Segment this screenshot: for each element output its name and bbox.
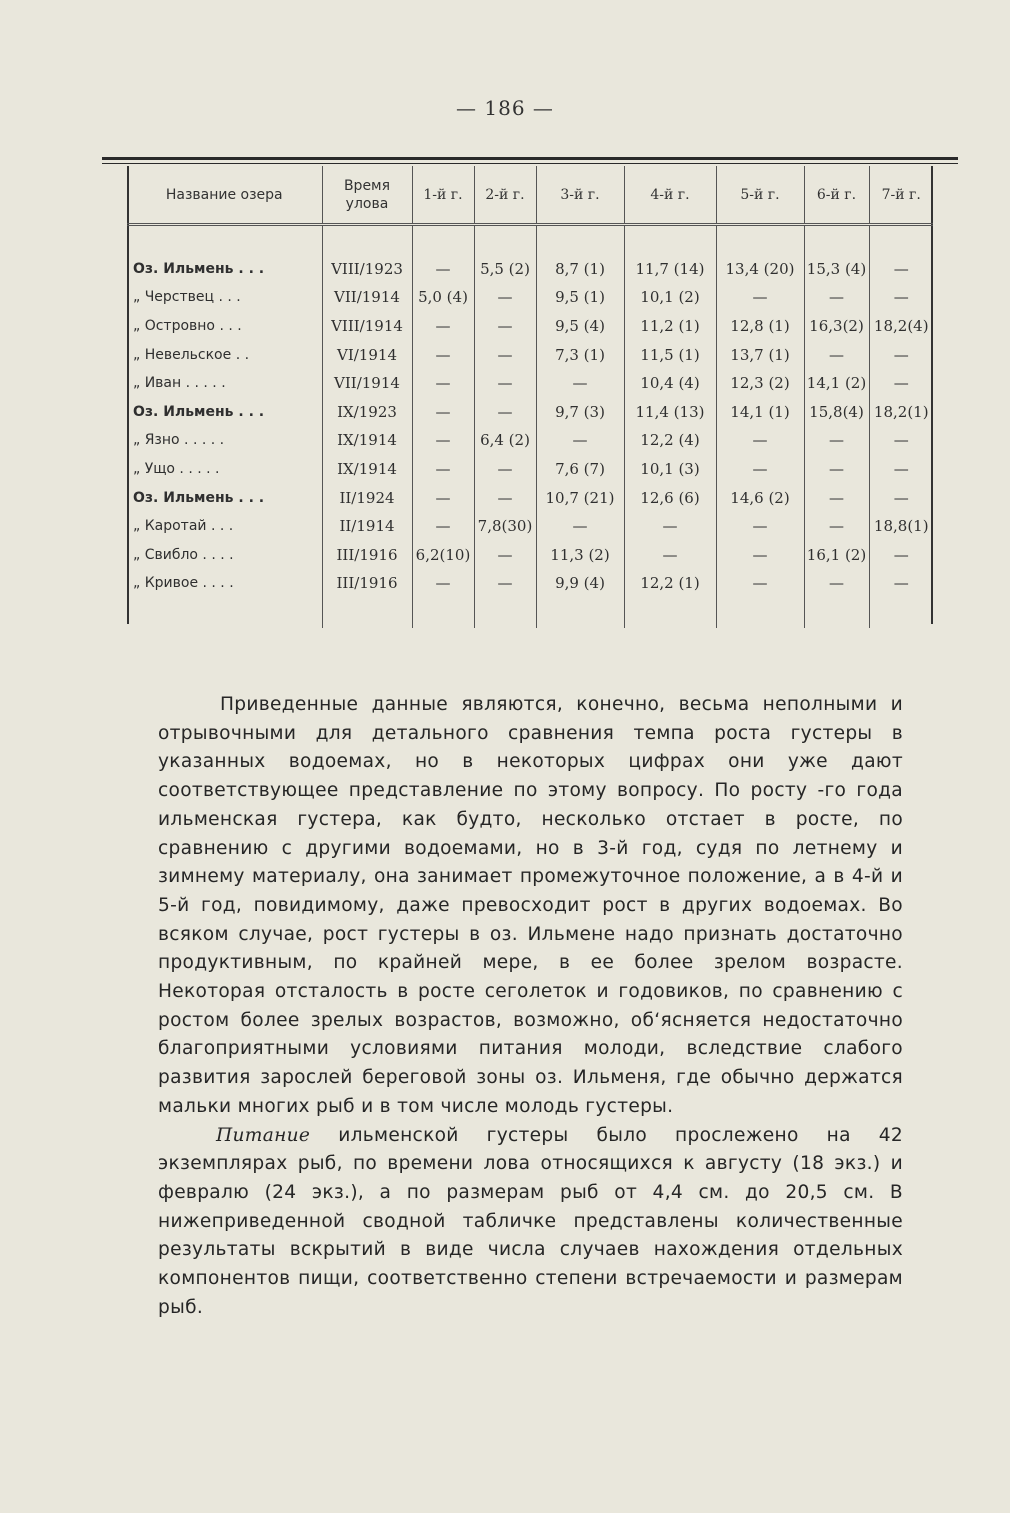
- cell-g2: —: [474, 455, 536, 484]
- table-row: [127, 255, 933, 284]
- top-rule-thin: [102, 163, 958, 164]
- paragraph-1: Приведенные данные являются, конечно, весьма неполными и отрывочными для детального сравнения темпа роста густеры в указанных водоемах, но в некоторых цифрах они уже дают соответствующее представление по этому вопросу. По росту -го года ильменская густера, как будто, несколько отстает в росте, по сравнению с другими водоемами, но в 3-й год, судя по летнему и зимнему материалу, она занимает промежуточное положение, а в 4-й и 5-й год, повидимому, даже превосходит рост в других водоемах. Во всяком случае, рост густеры в оз. Ильмене надо признать достаточно продуктивным, по крайней мере, в ее более зрелом возрасте. Некоторая отсталость в росте сеголеток и годовиков, по сравнению с ростом более зрелых возрастов, возможно, об‘ясняется недостаточно благоприятными условиями питания молоди, вследствие слабого развития зарослей береговой зоны оз. Ильменя, где обычно держатся мальки многих рыб и в том числе молодь густеры.: [158, 694, 903, 1117]
- cell-g7: —: [893, 259, 909, 278]
- cell-g6: 16,1 (2): [804, 541, 869, 570]
- header-year-1: 1-й г.: [412, 166, 474, 225]
- cell-g7: —: [893, 345, 909, 364]
- cell-g6: —: [804, 283, 869, 312]
- cell-g1: —: [412, 312, 474, 341]
- top-rule-thick: [102, 157, 958, 160]
- cell-g2: —: [474, 369, 536, 398]
- table-row: [127, 340, 933, 369]
- header-year-7: 7-й г.: [869, 166, 933, 225]
- cell-catch-time: IX/1914: [322, 426, 412, 455]
- cell-g2: —: [474, 312, 536, 341]
- cell-g7: 18,8(1): [873, 517, 929, 536]
- cell-g4: —: [624, 541, 716, 570]
- cell-lake-name: „ Свибло . . . .: [127, 541, 322, 570]
- cell-g3: 9,5 (4): [536, 312, 624, 341]
- cell-g4: 12,6 (6): [624, 483, 716, 512]
- table-row: [127, 483, 933, 512]
- cell-g5: 14,6 (2): [716, 483, 804, 512]
- cell-g4: 11,2 (1): [624, 312, 716, 341]
- cell-g4: 10,1 (3): [624, 455, 716, 484]
- cell-lake-name: „ Черствец . . .: [127, 283, 322, 312]
- cell-catch-time: VII/1914: [322, 369, 412, 398]
- cell-catch-time: VIII/1923: [322, 255, 412, 284]
- cell-g1: 5,0 (4): [412, 283, 474, 312]
- cell-g4: 11,4 (13): [624, 398, 716, 427]
- cell-g7: —: [893, 431, 909, 450]
- cell-g1: —: [412, 369, 474, 398]
- cell-g3: 9,5 (1): [536, 283, 624, 312]
- cell-g2: 6,4 (2): [474, 426, 536, 455]
- cell-g4: 12,2 (1): [624, 569, 716, 598]
- cell-lake-name: Оз. Ильмень . . .: [127, 398, 322, 427]
- cell-g6: 16,3(2): [804, 312, 869, 341]
- cell-g7: —: [893, 288, 909, 307]
- cell-g4: 11,5 (1): [624, 340, 716, 369]
- cell-catch-time: III/1916: [322, 541, 412, 570]
- header-catch-time: Время улова: [322, 166, 412, 225]
- cell-g2: —: [474, 569, 536, 598]
- cell-g2: 5,5 (2): [474, 255, 536, 284]
- cell-g4: 10,1 (2): [624, 283, 716, 312]
- cell-lake-name: „ Невельское . .: [127, 340, 322, 369]
- header-year-2: 2-й г.: [474, 166, 536, 225]
- cell-g6: —: [804, 569, 869, 598]
- cell-g7: —: [893, 488, 909, 507]
- cell-g7: 18,2(1): [873, 402, 929, 421]
- cell-g3: 7,3 (1): [536, 340, 624, 369]
- cell-g6: —: [804, 340, 869, 369]
- table-spacer-row: [127, 225, 933, 255]
- table-end-row: [127, 598, 933, 628]
- cell-g2: —: [474, 541, 536, 570]
- cell-g3: 9,7 (3): [536, 398, 624, 427]
- cell-g1: —: [412, 255, 474, 284]
- table-row: [127, 512, 933, 541]
- cell-g4: 12,2 (4): [624, 426, 716, 455]
- cell-g1: —: [412, 340, 474, 369]
- body-text: [158, 691, 903, 1322]
- table-row: [127, 312, 933, 341]
- cell-lake-name: „ Язно . . . . .: [127, 426, 322, 455]
- cell-g3: —: [536, 512, 624, 541]
- table-row: [127, 541, 933, 570]
- cell-lake-name: „ Островно . . .: [127, 312, 322, 341]
- cell-g4: 10,4 (4): [624, 369, 716, 398]
- cell-g6: —: [804, 426, 869, 455]
- cell-g6: —: [804, 512, 869, 541]
- cell-g1: —: [412, 426, 474, 455]
- cell-catch-time: II/1914: [322, 512, 412, 541]
- paragraph-2: [158, 1122, 903, 1323]
- cell-g6: —: [804, 455, 869, 484]
- cell-lake-name: „ Ущо . . . . .: [127, 455, 322, 484]
- cell-catch-time: VII/1914: [322, 283, 412, 312]
- cell-g6: 15,3 (4): [804, 255, 869, 284]
- header-year-5: 5-й г.: [716, 166, 804, 225]
- cell-g5: —: [716, 569, 804, 598]
- cell-g1: —: [412, 398, 474, 427]
- header-lake-name: Название озера: [127, 166, 322, 225]
- cell-lake-name: „ Иван . . . . .: [127, 369, 322, 398]
- cell-g4: 11,7 (14): [624, 255, 716, 284]
- table-row: [127, 569, 933, 598]
- cell-g6: 15,8(4): [804, 398, 869, 427]
- cell-g3: —: [536, 369, 624, 398]
- cell-g5: —: [716, 283, 804, 312]
- cell-g1: 6,2(10): [412, 541, 474, 570]
- table-row: [127, 398, 933, 427]
- table-row: [127, 283, 933, 312]
- cell-lake-name: Оз. Ильмень . . .: [127, 483, 322, 512]
- paragraph-2-italic: Питание: [216, 1124, 311, 1146]
- cell-g7: —: [893, 460, 909, 479]
- cell-g1: —: [412, 455, 474, 484]
- cell-g4: —: [624, 512, 716, 541]
- cell-g3: 9,9 (4): [536, 569, 624, 598]
- cell-g5: 13,7 (1): [716, 340, 804, 369]
- header-year-4: 4-й г.: [624, 166, 716, 225]
- table-header-row: [127, 166, 933, 225]
- cell-g2: —: [474, 398, 536, 427]
- cell-g5: —: [716, 455, 804, 484]
- cell-catch-time: IX/1923: [322, 398, 412, 427]
- cell-g2: 7,8(30): [474, 512, 536, 541]
- cell-g1: —: [412, 483, 474, 512]
- cell-g2: —: [474, 340, 536, 369]
- cell-g7: —: [893, 545, 909, 564]
- cell-g5: 12,3 (2): [716, 369, 804, 398]
- table-row: [127, 369, 933, 398]
- cell-g6: —: [804, 483, 869, 512]
- paragraph-2-rest: ильменской густеры было прослежено на 42 экземплярах рыб, по времени лова относящихся к августу (18 экз.) и февралю (24 экз.), а по размерам рыб от 4,4 см. до 20,5 см. В нижеприведенной сводной табличке представлены количественные результаты вскрытий в виде числа случаев нахождения отдельных компонентов пищи, соответственно степени встречаемости и размерам рыб.: [158, 1124, 903, 1318]
- cell-catch-time: IX/1914: [322, 455, 412, 484]
- cell-catch-time: VIII/1914: [322, 312, 412, 341]
- cell-g5: —: [716, 512, 804, 541]
- cell-g5: 13,4 (20): [716, 255, 804, 284]
- cell-g3: 8,7 (1): [536, 255, 624, 284]
- cell-g3: 11,3 (2): [536, 541, 624, 570]
- growth-table: [127, 166, 933, 628]
- cell-g7: —: [893, 574, 909, 593]
- cell-g7: —: [893, 374, 909, 393]
- cell-g3: —: [536, 426, 624, 455]
- cell-lake-name: „ Каротай . . .: [127, 512, 322, 541]
- table-row: [127, 426, 933, 455]
- cell-catch-time: III/1916: [322, 569, 412, 598]
- header-year-3: 3-й г.: [536, 166, 624, 225]
- cell-g5: 12,8 (1): [716, 312, 804, 341]
- cell-g2: —: [474, 483, 536, 512]
- cell-g5: 14,1 (1): [716, 398, 804, 427]
- header-year-6: 6-й г.: [804, 166, 869, 225]
- cell-g5: —: [716, 541, 804, 570]
- cell-g7: 18,2(4): [873, 317, 929, 336]
- cell-lake-name: Оз. Ильмень . . .: [127, 255, 322, 284]
- cell-lake-name: „ Кривое . . . .: [127, 569, 322, 598]
- cell-g3: 7,6 (7): [536, 455, 624, 484]
- cell-catch-time: VI/1914: [322, 340, 412, 369]
- table-row: [127, 455, 933, 484]
- cell-g1: —: [412, 569, 474, 598]
- cell-catch-time: II/1924: [322, 483, 412, 512]
- page-number: — 186 —: [456, 96, 554, 120]
- cell-g1: —: [412, 512, 474, 541]
- cell-g6: 14,1 (2): [804, 369, 869, 398]
- cell-g5: —: [716, 426, 804, 455]
- cell-g3: 10,7 (21): [536, 483, 624, 512]
- cell-g2: —: [474, 283, 536, 312]
